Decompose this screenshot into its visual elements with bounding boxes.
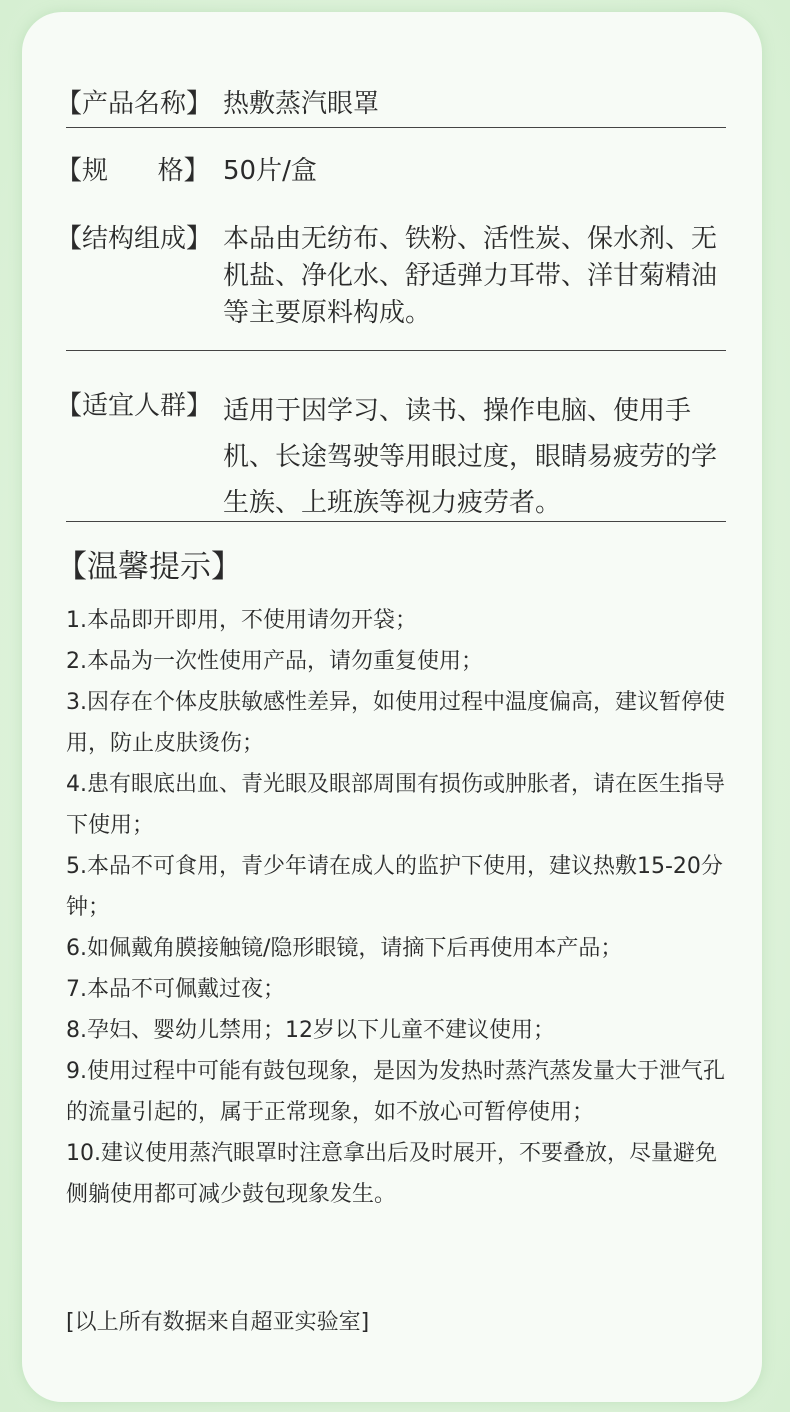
tip-item: 2.本品为一次性使用产品，请勿重复使用；: [66, 649, 483, 674]
divider: [66, 521, 726, 522]
tips-heading: 【温馨提示】: [56, 549, 242, 585]
divider: [66, 350, 726, 351]
tip-item: 6.如佩戴角膜接触镜/隐形眼镜，请摘下后再使用本产品；: [66, 936, 623, 961]
spec-value-product-name: 热敷蒸汽眼罩: [223, 89, 380, 119]
spec-label-product-name: 【产品名称】: [56, 89, 213, 119]
divider: [66, 127, 726, 128]
tips-list: [66, 600, 731, 1215]
spec-label-composition: 【结构组成】: [56, 224, 213, 254]
spec-value-specification: 50片/盒: [223, 156, 317, 186]
tip-item: 4.患有眼底出血、青光眼及眼部周围有损伤或肿胀者，请在医生指导下使用；: [66, 772, 725, 838]
spec-label-specification: 【规 格】: [56, 156, 210, 186]
tip-item: 3.因存在个体皮肤敏感性差异，如使用过程中温度偏高，建议暂停使用，防止皮肤烫伤；: [66, 690, 725, 756]
spec-label-target-users: 【适宜人群】: [56, 391, 213, 421]
tip-item: 9.使用过程中可能有鼓包现象，是因为发热时蒸汽蒸发量大于泄气孔的流量引起的，属于正常现象，如不放心可暂停使用；: [66, 1059, 725, 1125]
spec-value-target-users: 适用于因学习、读书、操作电脑、使用手机、长途驾驶等用眼过度，眼睛易疲劳的学生族、上班族等视力疲劳者。: [223, 396, 718, 518]
tip-item: 8.孕妇、婴幼儿禁用；12岁以下儿童不建议使用；: [66, 1018, 555, 1043]
spec-value-composition: 本品由无纺布、铁粉、活性炭、保水剂、无机盐、净化水、舒适弹力耳带、洋甘菊精油等主要原料构成。: [223, 224, 718, 328]
tip-item: 1.本品即开即用，不使用请勿开袋；: [66, 608, 417, 633]
footer-note: [以上所有数据来自超亚实验室]: [66, 1310, 370, 1335]
tip-item: 5.本品不可食用，青少年请在成人的监护下使用，建议热敷15-20分钟；: [66, 854, 723, 920]
tip-item: 7.本品不可佩戴过夜；: [66, 977, 285, 1002]
tip-item: 10.建议使用蒸汽眼罩时注意拿出后及时展开，不要叠放，尽量避免侧躺使用都可减少鼓包现象发生。: [66, 1141, 717, 1207]
